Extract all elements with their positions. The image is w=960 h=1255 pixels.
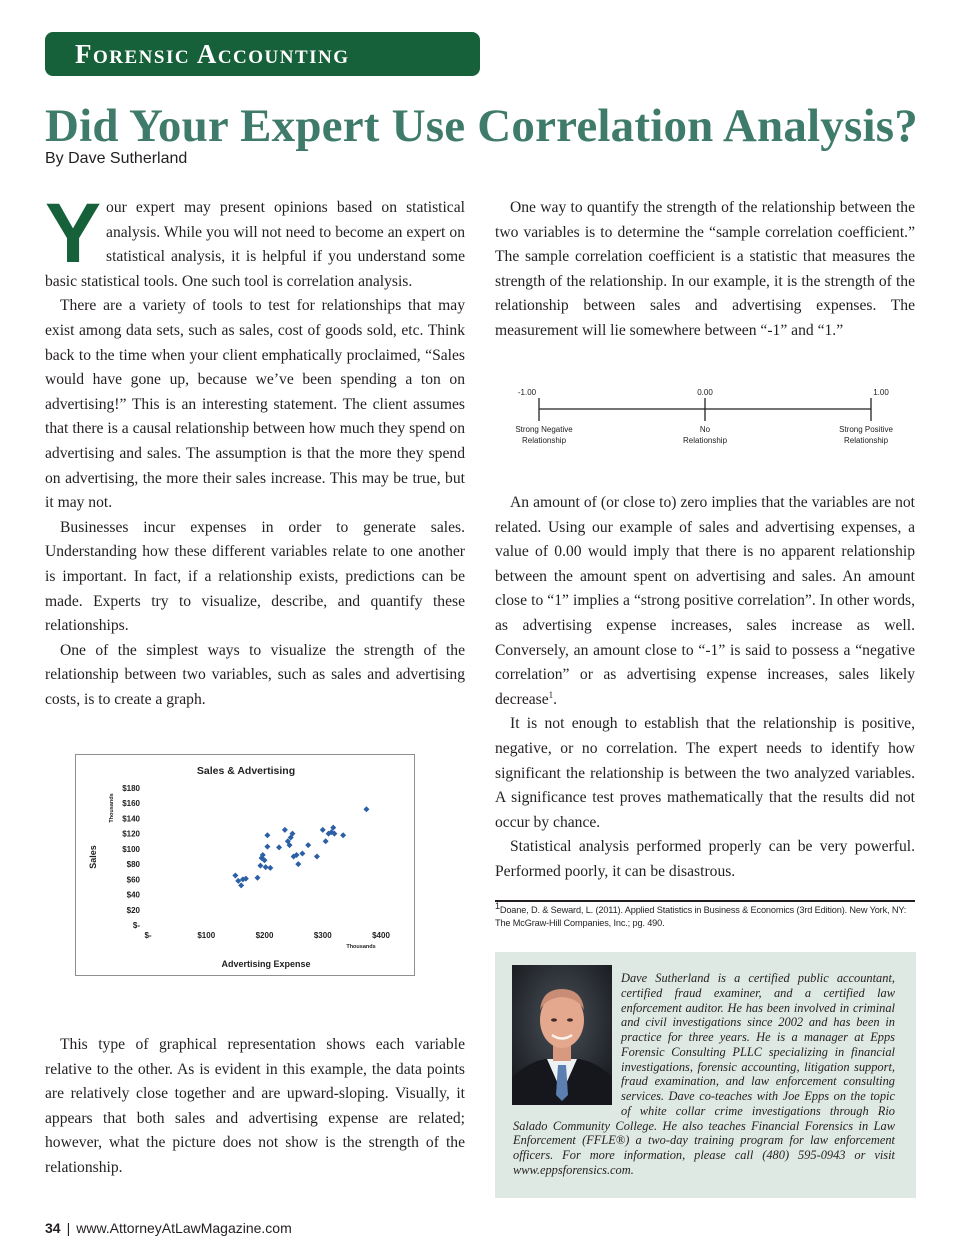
footer-url[interactable]: www.AttorneyAtLawMagazine.com: [76, 1220, 292, 1236]
chart-title: Sales & Advertising: [196, 765, 296, 777]
paragraph-8: It is not enough to establish that the relationship is positive, negative, or no correlation. The expert needs to identify how significant the relationship is between the two analyzed variables. A significance test proves mathematically that the results did not occur by chance.: [495, 715, 915, 831]
paragraph-1: Your expert may present opinions based on statistical analysis. While you will not need to become an expert on statistical analysis, it is helpful if you understand some basic statistical tools. One such tool is correlation analysis.: [45, 186, 465, 290]
x-tick-label: $300: [313, 931, 332, 940]
y-tick-label: $20: [126, 905, 140, 915]
data-point: [267, 865, 273, 871]
y-tick-label: $140: [122, 814, 140, 824]
byline: By Dave Sutherland: [45, 150, 188, 167]
x-tick-label: $400: [372, 931, 390, 940]
paragraph-7: An amount of (or close to) zero implies that the variables are not related. Using our example of sales and advertising expenses, a value of 0.00 would imply that there is no apparent relationship between the amount spent on advertising and sales. An amount close to “1” implies a “strong positive correlation”. In other words, as advertising expense increases, sales increase as well. Conversely, an amount close to “-1” is said to possess a “negative correlation” or as advertising expense increases, sales likely decrease$^1$.: [495, 494, 915, 708]
y-tick-label: $100: [122, 844, 140, 854]
data-point: [238, 882, 244, 888]
data-point: [320, 827, 326, 833]
data-point: [314, 854, 320, 860]
x-tick-label: $100: [197, 931, 216, 940]
author-bio-box: [495, 952, 916, 1198]
y-tick-label: $80: [126, 860, 140, 870]
footnote-divider: [495, 900, 915, 902]
y-tick-label: $40: [126, 890, 140, 900]
data-point: [235, 878, 241, 884]
article-column-left-top: [45, 186, 465, 712]
data-point: [276, 844, 282, 850]
paragraph-4: One of the simplest ways to visualize the strength of the relationship between two variables, such as sales and advertising costs, is to create a graph.: [45, 641, 465, 708]
x-axis-unit: Thousands: [346, 944, 376, 950]
data-point: [323, 838, 329, 844]
scatter-chart-svg: [76, 755, 414, 975]
correlation-scale-svg: [500, 382, 920, 452]
data-point: [295, 861, 301, 867]
article-title: Did Your Expert Use Correlation Analysis?: [45, 100, 918, 152]
scale-value-zero: 0.00: [697, 388, 713, 397]
drop-cap: Y: [45, 186, 102, 280]
data-point: [255, 875, 261, 881]
data-point: [363, 806, 369, 812]
scale-label-zero-2: Relationship: [682, 436, 728, 445]
author-bio: Dave Sutherland is a certified public accountant, certified fraud examiner, and a certified law enforcement auditor. He has been involved in criminal and civil investigations since 2002 and has been in practice for three years. He is a manager at Epps Forensic Consulting PLLC specializing in financial investigations, forensic accounting, litigation support, fraud examination, and law enforcement consulting services. Dave co-teaches with Joe Epps on the topic of white collar crime investigations through Rio Salado Community College. He also teaches Financial Forensics in Law Enforcement (FFLE®) a two-day training program for law enforcement officers. For more information, please call (480) 595-0943 or visit www.eppsforensics.com.: [513, 971, 895, 1177]
data-point: [263, 864, 269, 870]
y-axis-unit: Thousands: [109, 793, 115, 823]
scatter-chart: [75, 754, 415, 976]
y-tick-label: $-: [132, 921, 140, 930]
correlation-scale: [500, 382, 920, 452]
y-tick-label: $180: [122, 784, 140, 793]
section-banner: [45, 32, 480, 76]
y-tick-label: $60: [126, 875, 140, 885]
article-column-left-bottom: [45, 1033, 465, 1181]
data-point: [264, 832, 270, 838]
scale-label-zero-1: No: [699, 425, 711, 434]
data-point: [257, 863, 263, 869]
page-number: 34: [45, 1220, 61, 1236]
paragraph-3: Businesses incur expenses in order to generate sales. Understanding how these different variables relate to one another is important. In fact, if a relationship exists, predictions can be made. Experts try to visualize, describe, and quantify these relationships.: [45, 518, 465, 635]
footnote: [495, 900, 913, 930]
scale-label-negative-1: Strong Negative: [515, 425, 573, 434]
scale-label-positive-2: Relationship: [843, 436, 889, 445]
scale-label-positive-1: Strong Positive: [839, 425, 893, 434]
footer-separator: |: [66, 1220, 71, 1236]
footnote-ref: 1: [548, 689, 554, 700]
article-column-right-top: [495, 196, 915, 344]
footnote-text: Doane, D. & Seward, L. (2011). Applied Statistics in Business & Economics (3rd Edition). New York, NY: The McGraw-Hill Companies, Inc.; pg. 490.: [495, 905, 907, 928]
y-tick-label: $120: [122, 829, 140, 839]
paragraph-2: There are a variety of tools to test for relationships that may exist among data sets, such as sales, cost of goods sold, etc. Think back to the time when your client emphatically proclaimed, “Sales would have gone up, because we’ve been spending a ton on advertising!” This is an interesting statement. The client assumes that there is a causal relationship between how much they spend on advertising and sales. The assumption is that the more they spend on advertising, the more their sales increase. This may be true, but it may not.: [45, 297, 465, 512]
data-point: [264, 844, 270, 850]
x-tick-label: $-: [144, 931, 152, 940]
x-tick-label: $200: [255, 931, 274, 940]
article-column-right-mid: [495, 491, 915, 885]
data-point: [299, 850, 305, 856]
page-footer: [45, 1220, 292, 1236]
x-axis-label: Advertising Expense: [221, 959, 311, 969]
y-axis-label: Sales: [88, 845, 98, 869]
paragraph-5: This type of graphical representation shows each variable relative to the other. As is evident in this example, the data points are relatively close together and are upward-sloping. Visually, it appears that both sales and advertising expense are related; however, what the picture does not show is the strength of the relationship.: [45, 1036, 465, 1176]
data-point: [305, 842, 311, 848]
scale-value-positive: 1.00: [873, 388, 889, 397]
y-tick-label: $160: [122, 799, 140, 809]
paragraph-6: One way to quantify the strength of the relationship between the two variables is to determine the “sample correlation coefficient.” The sample correlation coefficient is a statistic that measures the strength of the relationship. In our example, it is the strength of the relationship between sales and advertising expenses. The measurement will lie somewhere between “-1” and “1.”: [495, 199, 915, 339]
footnote-mark: 1: [495, 900, 500, 911]
data-point: [232, 873, 238, 879]
data-point: [340, 832, 346, 838]
data-point: [282, 827, 288, 833]
section-label: Forensic Accounting: [75, 39, 350, 69]
scale-value-negative: -1.00: [517, 388, 537, 397]
paragraph-9: Statistical analysis performed properly can be very powerful. Performed poorly, it can be disastrous.: [495, 838, 915, 880]
scale-label-negative-2: Relationship: [521, 436, 567, 445]
